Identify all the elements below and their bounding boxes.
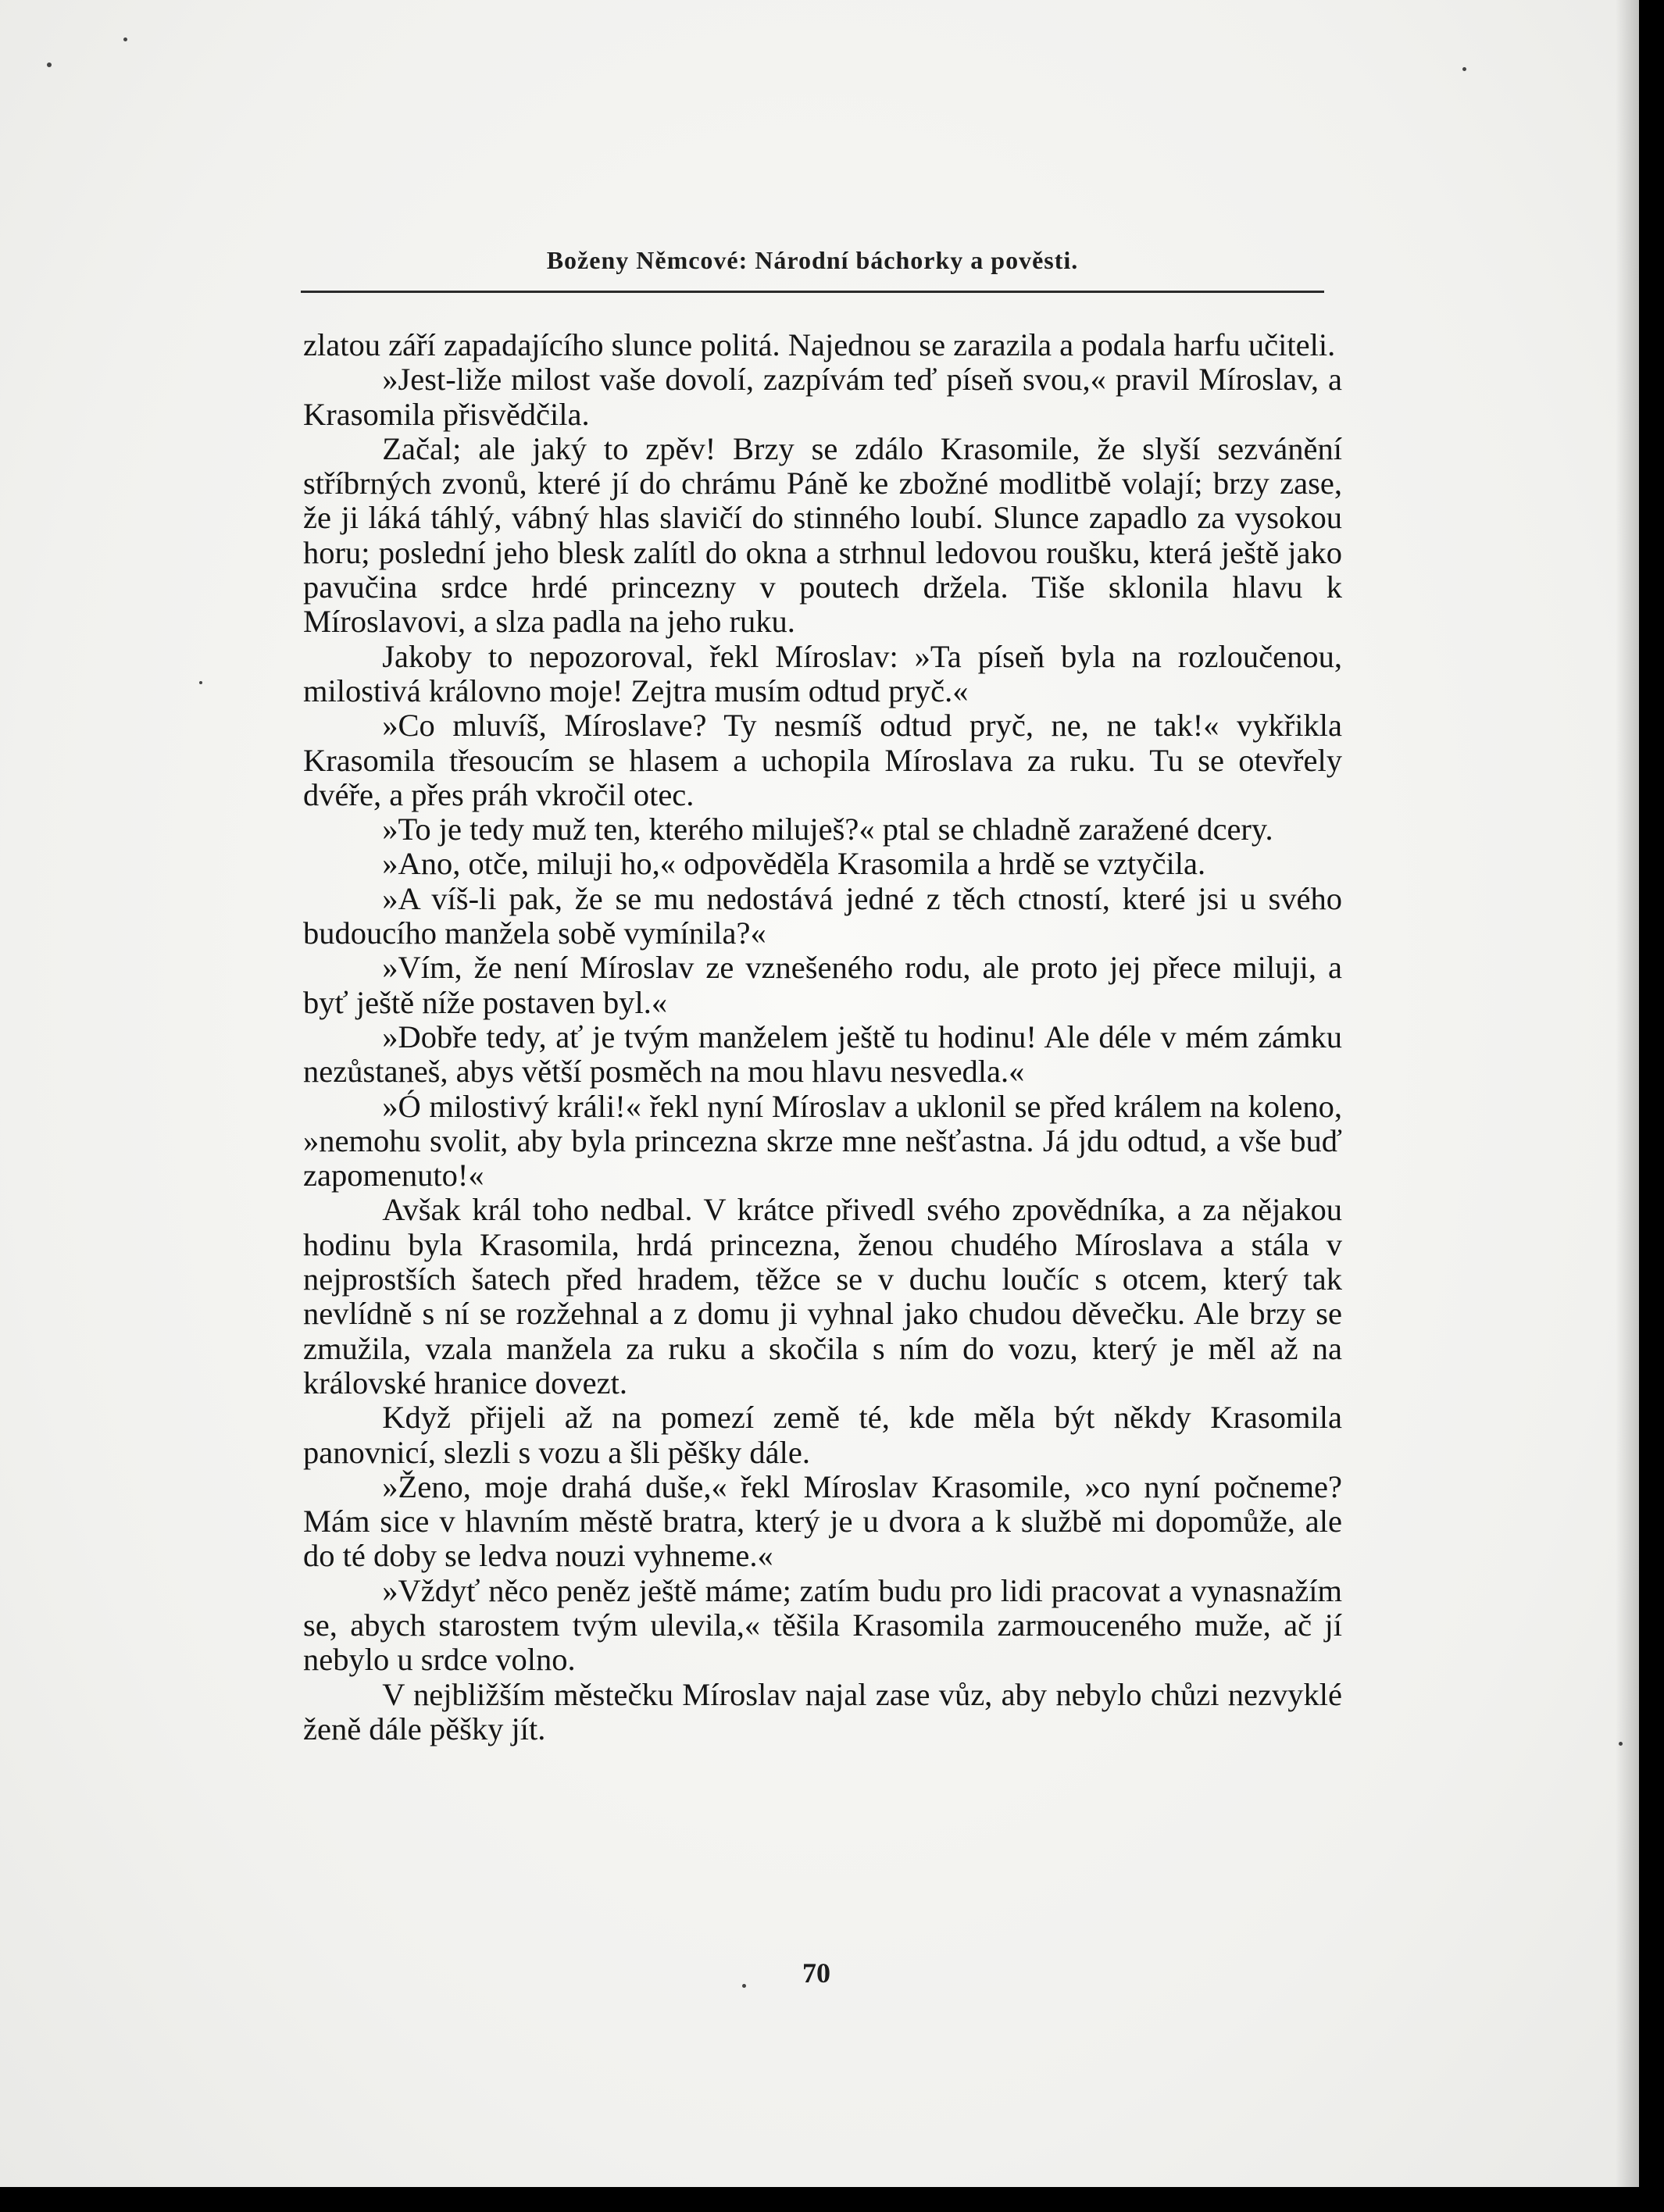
paragraph: »Vím, že není Míroslav ze vznešeného rodu, ale proto jej přece miluji, a byť ještě níže postaven byl.« bbox=[303, 950, 1342, 1020]
paragraph: Jakoby to nepozoroval, řekl Míroslav: »Ta píseň byla na rozloučenou, milostivá královno moje! Zejtra musím odtud pryč.« bbox=[303, 638, 1342, 708]
paragraph: »Ó milostivý králi!« řekl nyní Míroslav a uklonil se před králem na koleno, »nemohu svolit, aby byla princezna skrze mne nešťastna. Já jdu odtud, a vše buď zapomenuto!« bbox=[303, 1088, 1342, 1193]
dust-speck bbox=[123, 37, 127, 41]
dust-speck bbox=[742, 1984, 746, 1988]
paragraph: Avšak král toho nedbal. V krátce přivedl svého zpovědníka, a za nějakou hodinu byla Krasomila, hrdá princezna, ženou chudého Míroslava a stála v nejprostších šatech před hradem, těžce se v duchu loučíc s otcem, který tak nevlídně s ní se rozžehnal a z domu ji vyhnal jako chudou děvečku. Ale brzy se zmužila, vzala manžela za ruku a skočila s ním do vozu, který je měl až na královské hranice dovezt. bbox=[303, 1192, 1342, 1400]
page-edge-shadow bbox=[1616, 0, 1639, 2187]
paragraph: »Co mluvíš, Míroslave? Ty nesmíš odtud pryč, ne, ne tak!« vykřikla Krasomila třesoucím se hlasem a uchopila Míroslava za ruku. Tu se otevřely dvéře, a přes práh vkročil otec. bbox=[303, 708, 1342, 812]
dust-speck bbox=[1462, 67, 1466, 71]
paragraph: »Dobře tedy, ať je tvým manželem ještě tu hodinu! Ale déle v mém zámku nezůstaneš, abys větší posměch na mou hlavu nesvedla.« bbox=[303, 1019, 1342, 1090]
body-text bbox=[303, 328, 1342, 1746]
paragraph: »Vždyť něco peněz ještě máme; zatím budu pro lidi pracovat a vynasnažím se, abych starostem tvým ulevila,« těšila Krasomila zarmouceného muže, ač jí nebylo u srdce volno. bbox=[303, 1572, 1342, 1678]
running-head: Boženy Němcové: Národní báchorky a pověsti. bbox=[546, 246, 1079, 274]
paragraph: Když přijeli až na pomezí země té, kde měla být někdy Krasomila panovnicí, slezli s vozu a šli pěšky dále. bbox=[303, 1400, 1342, 1470]
paragraph: »Ano, otče, miluji ho,« odpověděla Krasomila a hrdě se vztyčila. bbox=[382, 846, 1206, 882]
paragraph: »To je tedy muž ten, kterého miluješ?« ptal se chladně zaražené dcery. bbox=[382, 812, 1273, 847]
dust-speck bbox=[199, 681, 202, 684]
paragraph: »Jest-liže milost vaše dovolí, zazpívám teď píseň svou,« pravil Míroslav, a Krasomila přisvědčila. bbox=[303, 362, 1342, 432]
paragraph: »Ženo, moje drahá duše,« řekl Míroslav Krasomile, »co nyní počneme? Mám sice v hlavním městě bratra, který je u dvora a k službě mi dopomůže, ale do té doby se ledva nouzi vyhneme.« bbox=[303, 1468, 1342, 1574]
paragraph: Začal; ale jaký to zpěv! Brzy se zdálo Krasomile, že slyší sezvánění stříbrných zvonů, které jí do chrámu Páně ke zbožné modlitbě volají; brzy zase, že ji láká táhlý, vábný hlas slavičí do stinného loubí. Slunce zapadlo za vysokou horu; poslední jeho blesk zalítl do okna a strhnul ledovou roušku, která ještě jako pavučina srdce hrdé princezny v poutech držela. Tiše sklonila hlavu k Míroslavovi, a slza padla na jeho ruku. bbox=[303, 430, 1342, 640]
paragraph: zlatou září zapadajícího slunce politá. Najednou se zarazila a podala harfu učiteli. bbox=[303, 327, 1336, 362]
dust-speck bbox=[47, 62, 52, 67]
paragraph: »A víš-li pak, že se mu nedostává jedné z těch ctností, které jsi u svého budoucího manžela sobě vymínila?« bbox=[303, 880, 1342, 951]
paragraph: V nejbližším městečku Míroslav najal zase vůz, aby nebylo chůzi nezvyklé ženě dále pěšky jít. bbox=[303, 1676, 1342, 1746]
page-number: 70 bbox=[802, 1957, 830, 1989]
header-rule bbox=[301, 291, 1324, 293]
